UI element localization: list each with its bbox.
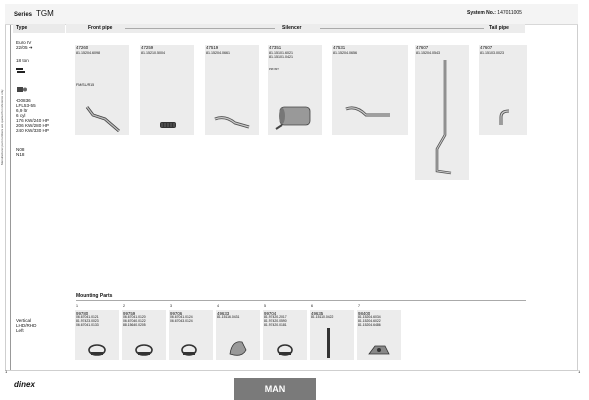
mounting-code-1: 81.15116.0431	[217, 315, 240, 319]
part-card[interactable]	[75, 45, 129, 135]
type-panel	[16, 40, 66, 340]
mounting-card[interactable]	[263, 304, 307, 360]
tail-pipe-long-icon	[415, 45, 469, 180]
part-code: 81.15103.0023	[480, 51, 504, 55]
section-front-pipe: Front pipe	[88, 25, 113, 31]
bent-pipe-icon	[75, 45, 129, 135]
flex-hose-icon	[140, 45, 194, 135]
part-number: 47531	[333, 45, 346, 50]
part-card[interactable]	[332, 45, 408, 135]
series-label-text: Series	[14, 12, 33, 18]
engine-line-4: 6 cyl	[16, 113, 26, 118]
system-number	[467, 10, 522, 16]
mounting-code-3: 81.97420.0181	[264, 323, 287, 327]
sleeve-clamp-icon	[216, 310, 260, 360]
mounting-number: 98400	[358, 311, 371, 316]
engine-line-6: 206 KW/280 HP	[16, 123, 49, 128]
side-divider	[10, 25, 11, 370]
rod-icon	[310, 310, 354, 360]
drive-info	[16, 318, 36, 333]
mounting-index: 3	[170, 304, 172, 308]
type-title: Type	[16, 25, 28, 31]
mounting-number: 99780	[76, 311, 89, 316]
mounting-card[interactable]	[216, 304, 260, 360]
mounting-code-1: 06.67041.0121	[76, 315, 99, 319]
part-code: 81.15204.0656	[333, 51, 357, 55]
part-number: 47260	[76, 45, 89, 50]
silencer-rule	[320, 28, 484, 29]
mounting-index: 7	[358, 304, 360, 308]
mounting-code-1: 06.67041.0124	[170, 315, 193, 319]
brand-tab[interactable]: MAN	[234, 378, 316, 400]
mounting-number: 49633	[217, 311, 230, 316]
part-number: 47259	[141, 45, 154, 50]
mounting-card[interactable]	[122, 304, 166, 360]
series-label	[14, 9, 54, 18]
dinex-logo: dinex	[14, 380, 35, 389]
part-note: PM NST	[269, 68, 279, 71]
type-date-text: 22/05	[16, 45, 28, 50]
side-disclaimer: Manufacturer part numbers are quoted for reference only	[0, 89, 4, 165]
mounting-card[interactable]	[357, 304, 401, 360]
mounting-number: 99759	[123, 311, 136, 316]
part-note: FM/SL/R15	[76, 83, 95, 87]
clamp-icon	[75, 310, 119, 360]
part-card[interactable]	[415, 45, 469, 180]
mounting-code-3: 06.67041.0133	[76, 323, 99, 327]
part-code: 81.15204.0661	[206, 51, 230, 55]
drive-line-1: Vertical	[16, 318, 32, 323]
front-pipe-rule	[125, 28, 275, 29]
part-code-1: 81.15101.6021	[269, 51, 293, 55]
part-number: 47607	[480, 45, 493, 50]
mounting-index: 1	[76, 304, 78, 308]
section-tail-pipe: Tail pipe	[489, 25, 509, 31]
clamp-icon	[169, 310, 213, 360]
drive-line-2: LHD/RHD	[16, 323, 37, 328]
mounting-code-2: 81.97420.0590	[264, 319, 287, 323]
truck-icon	[16, 67, 26, 75]
section-silencer: Silencer	[282, 25, 302, 31]
mounting-code-3: 81.15204.6486	[358, 323, 381, 327]
engine-line-7: 240 KW/330 HP	[16, 128, 49, 133]
part-code: 81.15204.6098	[76, 51, 100, 55]
part-card[interactable]	[479, 45, 527, 135]
mounting-index: 6	[311, 304, 313, 308]
clamp-icon	[263, 310, 307, 360]
engine-line-5: 176 KW/240 HP	[16, 118, 49, 123]
part-card[interactable]	[268, 45, 322, 135]
mounting-code-1: 81.15204.6034	[358, 315, 381, 319]
mounting-code-2: 81.15204.6022	[358, 319, 381, 323]
mounting-code-2: 06.67040.0122	[123, 319, 146, 323]
mounting-code-1: 06.67041.0120	[123, 315, 146, 319]
pipe-section-icon	[205, 45, 259, 135]
mounting-number: 49635	[311, 311, 324, 316]
series-value: TGM	[36, 9, 54, 18]
mounting-card[interactable]	[310, 304, 354, 360]
engine-line-2: LFL53-55	[16, 103, 36, 108]
engine-superscript: *	[16, 99, 18, 103]
arrow-right-icon: ➔	[28, 45, 33, 50]
part-code: 81.15204.0543	[416, 51, 440, 55]
part-card[interactable]	[140, 45, 194, 135]
engine-icon	[16, 86, 28, 93]
system-label: System No.:	[467, 10, 496, 16]
mounting-index: 5	[264, 304, 266, 308]
silencer-icon	[268, 45, 322, 135]
part-code: 81.15210.5004	[141, 51, 165, 55]
left-page-marker: 1	[5, 369, 8, 374]
part-number: 47519	[206, 45, 219, 50]
mounting-card[interactable]	[75, 304, 119, 360]
engine-code-text: D0836	[17, 98, 31, 103]
mounting-index: 4	[217, 304, 219, 308]
mounting-card[interactable]	[169, 304, 213, 360]
part-number: 47607	[416, 45, 429, 50]
part-card[interactable]	[205, 45, 259, 135]
part-number: 47351	[269, 45, 282, 50]
mounting-code-3: 88.15640.0205	[123, 323, 146, 327]
drive-line-3: Left	[16, 328, 24, 333]
mounting-number: 99706	[170, 311, 183, 316]
curved-pipe-icon	[332, 45, 408, 135]
mounting-index: 2	[123, 304, 125, 308]
tail-elbow-icon	[479, 45, 527, 135]
bracket-icon	[357, 310, 401, 360]
mounting-number: 99704	[264, 311, 277, 316]
part-code-2: 81.15101.0421	[269, 55, 293, 59]
page-number: 1	[578, 369, 581, 374]
mounting-rule	[76, 300, 526, 301]
mounting-parts-title: Mounting Parts	[76, 293, 113, 299]
mounting-code-2: 81.97423.0023	[76, 319, 99, 323]
mounting-code-2: 06.67043.0124	[170, 319, 193, 323]
clamp-icon	[122, 310, 166, 360]
variant-1: N08	[16, 147, 25, 152]
variant-2: N18	[16, 152, 25, 157]
type-weight: 18 ton	[16, 58, 29, 63]
type-date	[16, 45, 33, 50]
type-emission: Euro IV	[16, 40, 32, 45]
mounting-code-1: 81.97420.2017	[264, 315, 287, 319]
mounting-code-1: 81.15110.0422	[311, 315, 334, 319]
system-value: 147011005	[497, 10, 522, 16]
engine-line-3: 6,9 ltr	[16, 108, 28, 113]
